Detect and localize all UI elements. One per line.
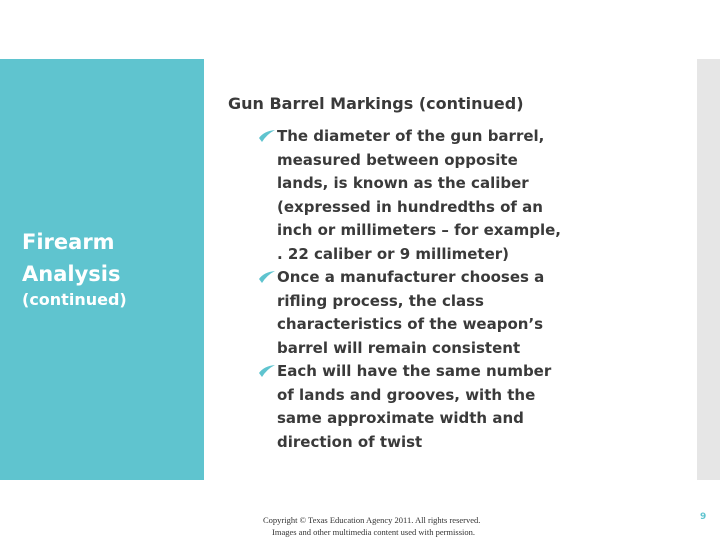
section-title-line1: Firearm — [22, 230, 115, 254]
swoosh-bullet-icon — [258, 129, 276, 143]
bullet-line: inch or millimeters – for example, — [277, 221, 561, 239]
bullet-line: (expressed in hundredths of an — [277, 197, 543, 216]
bullet-list — [258, 125, 598, 454]
bullet-line: Once a manufacturer chooses a — [277, 268, 545, 286]
permission-line: Images and other multimedia content used with permission. — [272, 527, 476, 537]
bullet-line: characteristics of the weapon’s — [277, 315, 544, 333]
page-number: 9 — [700, 512, 707, 522]
bullet-item — [258, 125, 598, 266]
copyright-line: Copyright © Texas Education Agency 2011. All rights reserved. — [263, 515, 481, 525]
swoosh-bullet-icon — [258, 364, 276, 378]
section-title-line2: Analysis — [22, 262, 121, 286]
copyright-footer — [263, 514, 480, 538]
section-subtitle: (continued) — [22, 290, 127, 309]
bullet-line: barrel will remain consistent — [277, 338, 521, 357]
bullet-line: rifling process, the class — [277, 291, 484, 310]
bullet-line: The diameter of the gun barrel, — [277, 127, 545, 145]
bullet-line: . 22 caliber or 9 millimeter) — [277, 244, 510, 263]
bullet-item — [258, 360, 598, 454]
bullet-line: Each will have the same number — [277, 362, 552, 380]
section-title — [22, 226, 202, 290]
swoosh-bullet-icon — [258, 270, 276, 284]
bullet-line: direction of twist — [277, 432, 423, 451]
bullet-line: same approximate width and — [277, 409, 524, 427]
slide-heading: Gun Barrel Markings (continued) — [228, 94, 524, 113]
bullet-line: of lands and grooves, with the — [277, 385, 536, 404]
bullet-line: lands, is known as the caliber — [277, 174, 529, 192]
side-bar — [697, 59, 720, 480]
bullet-line: measured between opposite — [277, 150, 518, 169]
bullet-item — [258, 266, 598, 360]
